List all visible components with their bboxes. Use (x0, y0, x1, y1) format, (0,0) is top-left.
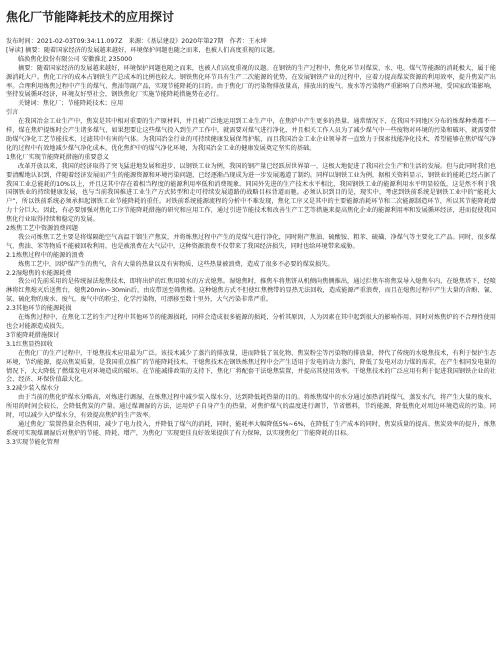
guide-text: [导读] 摘要：随着国家经济的发展越来越好，环境保护问题也随之而来，也被人们高度重视的议题。 (6, 46, 279, 54)
article-title: 焦化厂节能降耗技术的应用探讨 (6, 10, 175, 24)
section-heading: 3.3实现节能化管理 (6, 438, 60, 446)
body-paragraph: 在我国冶金工业生产中，焦炭是其中相对重要的生产原材料，并且被广泛地运用到工业生产中，在焦炉中产生更多的热量。通常情况下，在我国不同地区分布的炼煤种类都不一样，煤在焦炉提炼时会产生诸多煤气，如果想要让这些煤气投入到生产工作中，就需要对煤气进行净化，并且相关工作人员为了减少煤气中一些废物对环境的污染和破坏，就需要借助煤气净化工艺节能技术，过滤其中有害的气体。为我国冶金行业的可持续健康发展保驾护航，而且我国冶金工业企业领导者一直致力于探索找能净化技术，希望能够在焦炉煤气净化的过程中有效地减少煤气净化成本，优化焦炉中的煤气净化环境，为我国冶金工业的健康发展奠定坚实的基础。 (6, 118, 496, 152)
body-paragraph: 在焦化厂的生产过程中，干熄焦技术应用最为广泛。该技术减少了蒸汽的排放量，进而降低了氧化物、焦炭粉尘等污染物的排放量，替代了传统的水熄焦技术，有利于保护生态环境，节约能源，提高焦炭质量，是我国重点推广的节能降耗技术。干熄焦技术在钢铁炼焦过程中会产生适用于发电的动力蒸汽，降低了发电对动力煤的需求，在产生相同发电量的情况下，大大降低了燃煤发电对环境造成的破坏。在节能减排政策的支持下，焦化厂将配套干法熄焦装置，并提高其使用效率。干熄焦技术的广泛应用有利于促进我国钢铁企业的社会、经济、环保价值最大化。 (6, 349, 496, 384)
intro-heading: 引言 (6, 109, 19, 117)
body-paragraph: 改革开放以来，我国的经济取得了突飞猛进地发展和进步，以钢铁工业为例，我国的钢产量已经跃居世界第一，这极大地促进了我国社会生产和生活的发展。但与此同时我们也要清醒地认识到，伴随着经济发展而产生的能源资源和环境污染问题，已经逐渐凸现成为进一步发展遇道了制约。同样以钢铁工业为例，据相关资料显示，钢铁业的能耗已经占据了我国工业总能耗的10%以上，并且这其中存在着相当程度的能源利用率低和消费现象。同国外先进的生产技术水平相比，我国钢铁工业的能源利用水平明显较低，这是然不利于我国钢铁业的持续健康发展，也与当前我国推进工业生产方式转型和走可持续发展道路的战略目标背道而驰。必须认识到目的是，现实中，考虑到铁前系统是钢铁工业中的“能耗大户”，所以铁前系统必须承担起钢铁工业节能降耗的重任。对铁前系统能源流程的分析中不难发现，焦化工序又是其中的主要能源消耗环节和二次能源制造环节，所以其节能降耗潜力十分巨大。因此，有必要加强对焦化工序节能降耗措施的研究和应用工作，通过引进节能技术和改善生产工艺等措施来提高焦化企业的能源利用率和发展循环经济，进而促使我国焦化行业取得持续和稳定的发展。 (6, 162, 496, 224)
body-paragraph: 在炼焦过程中，在焦化工艺的生产过程中其他环节的能源损耗，同样会造成很多能源的损耗，分析其原因，人为因素在其中起到很大的影响作用，同时对炼焦炉的不合理性使用也会对能源造成损失。 (6, 314, 496, 330)
body-paragraph: 由于当前的焦化炉煤水分略高，对炼进行调湿，在炼焦过程中减少装入煤水分，达到降低耗热量的目的。将炼焦煤中的水分通过加热消耗煤气，蒸发水汽，将产生大量的废水，所用的时间会较长，会降低焦炭的产量。通过煤调湿的方法，运用炉子自身产生的热量，对焦炉煤气的温度进行调节，节省燃料，节约能源，降低焦化对周边环境造成的污染。同时，可以减少入炉煤水分，有效提高焦炉的生产效率。 (6, 394, 496, 420)
body-paragraph: 通过焦化厂装置热量余热利用，减少了电力投入，并降低了煤气的消耗，同时，能耗率大幅降低5%~6%，在降低了生产成本的同时，焦炭质量的提高、焦炭效率的提升，炼焦系统可实现煤调湿后对焦炉的节能、降耗、增产，为焦化厂实现更佳良好效果提供了有力保障，以实现焦化厂节能降耗的目标。 (6, 420, 496, 437)
keywords: 关键词：焦化厂；节能降耗技术；应用 (18, 100, 124, 108)
article-body (6, 118, 496, 448)
section-heading: 2.1炼焦过程中的能源的浪费 (6, 251, 84, 259)
abstract: 摘要：随着国家经济的发展越来越好，环境保护问题也随之而来，也被人们高度重视的议题。在钢铁的生产过程中，焦化环节对煤炭、水、电、煤气等能源的消耗极大，属于能源消耗大户。焦化工序的成本占钢铁生产总成本的比例也较大。钢铁焦化环节具有生产二次能源的优势，在发展钢铁产业的过程中，应着力提高煤炭资源的利用效率，提升焦炭产出率。合理利用炼焦过程中产生的煤气、焦油等副产品，实现节能降耗的目的。由于焦化厂的污染物排放量高，排放出的废气、废水等污染物严重影响了自然环境，受国家政策影响，坚持发展循环经济，环境友好型社会，钢铁焦化厂实施节能降耗措施势在必行。 (6, 64, 496, 99)
section-heading: 3.2减少装入煤水分 (6, 385, 60, 393)
section-heading: 1焦化厂实现节能降耗措施的重要意义 (6, 153, 109, 161)
section-heading: 3节能降耗措施探讨 (6, 331, 60, 339)
author-affiliation: 临涣焦化股份有限公司 安徽淮北 235000 (18, 55, 133, 63)
publish-meta: 发布时间：2021-02-03T09:34:11.097Z 来源：《基层建设》2020年第27期 作者：王永坤 (6, 38, 267, 45)
body-paragraph: 我公司先前采用的是传统湿法熄焦技术，即将出炉的红焦用喷水的方式熄焦。湿熄焦时，推焦车将焦饼从机侧向焦侧推出，通过拦焦车将焦炭导入熄焦车内，在熄焦塔下，经喷淋将红焦熄灭后送焦台，熄焦20min~30min后，由皮带送至筛焦楼。这种熄焦方式不但使红焦携带的显热无法回收，造成能源严重浪费，而且在熄焦过程中产生大量的含酚、氰、氨、硫化物的废水、废气，废气中的粉尘、化学污染物，可漂移至数十里外，大气污染非常严重。 (6, 278, 496, 304)
body-paragraph: 炼焦工艺中，因炉煤产生的焦气，含有大量的热量以及有害物质，这些热量被浪费，造成了很多不必要的煤炭损失。 (18, 260, 334, 268)
section-heading: 2.3其他环节的能源耗损 (6, 305, 72, 313)
body-paragraph: 我公司炼焦工艺主要是将煤隔绝空气高温干馏生产焦炭，并将炼焦过程中产生的荒煤气进行净化，同时附产焦油、硫酸铵、粗苯、硫磺、净煤气等主要化工产品。同时，很多煤气、焦油、苯等物质不能被回收利用，也是被浪费在大气层中，这种资源浪费不仅带来了我国经济损失，同时也给环境带来威胁。 (6, 233, 496, 250)
section-heading: 2炼焦工艺中资源浪费问题 (6, 225, 78, 233)
section-heading: 2.2湿熄焦的水能源耗费 (6, 269, 72, 277)
section-heading: 3.1红焦显热回收 (6, 340, 53, 348)
